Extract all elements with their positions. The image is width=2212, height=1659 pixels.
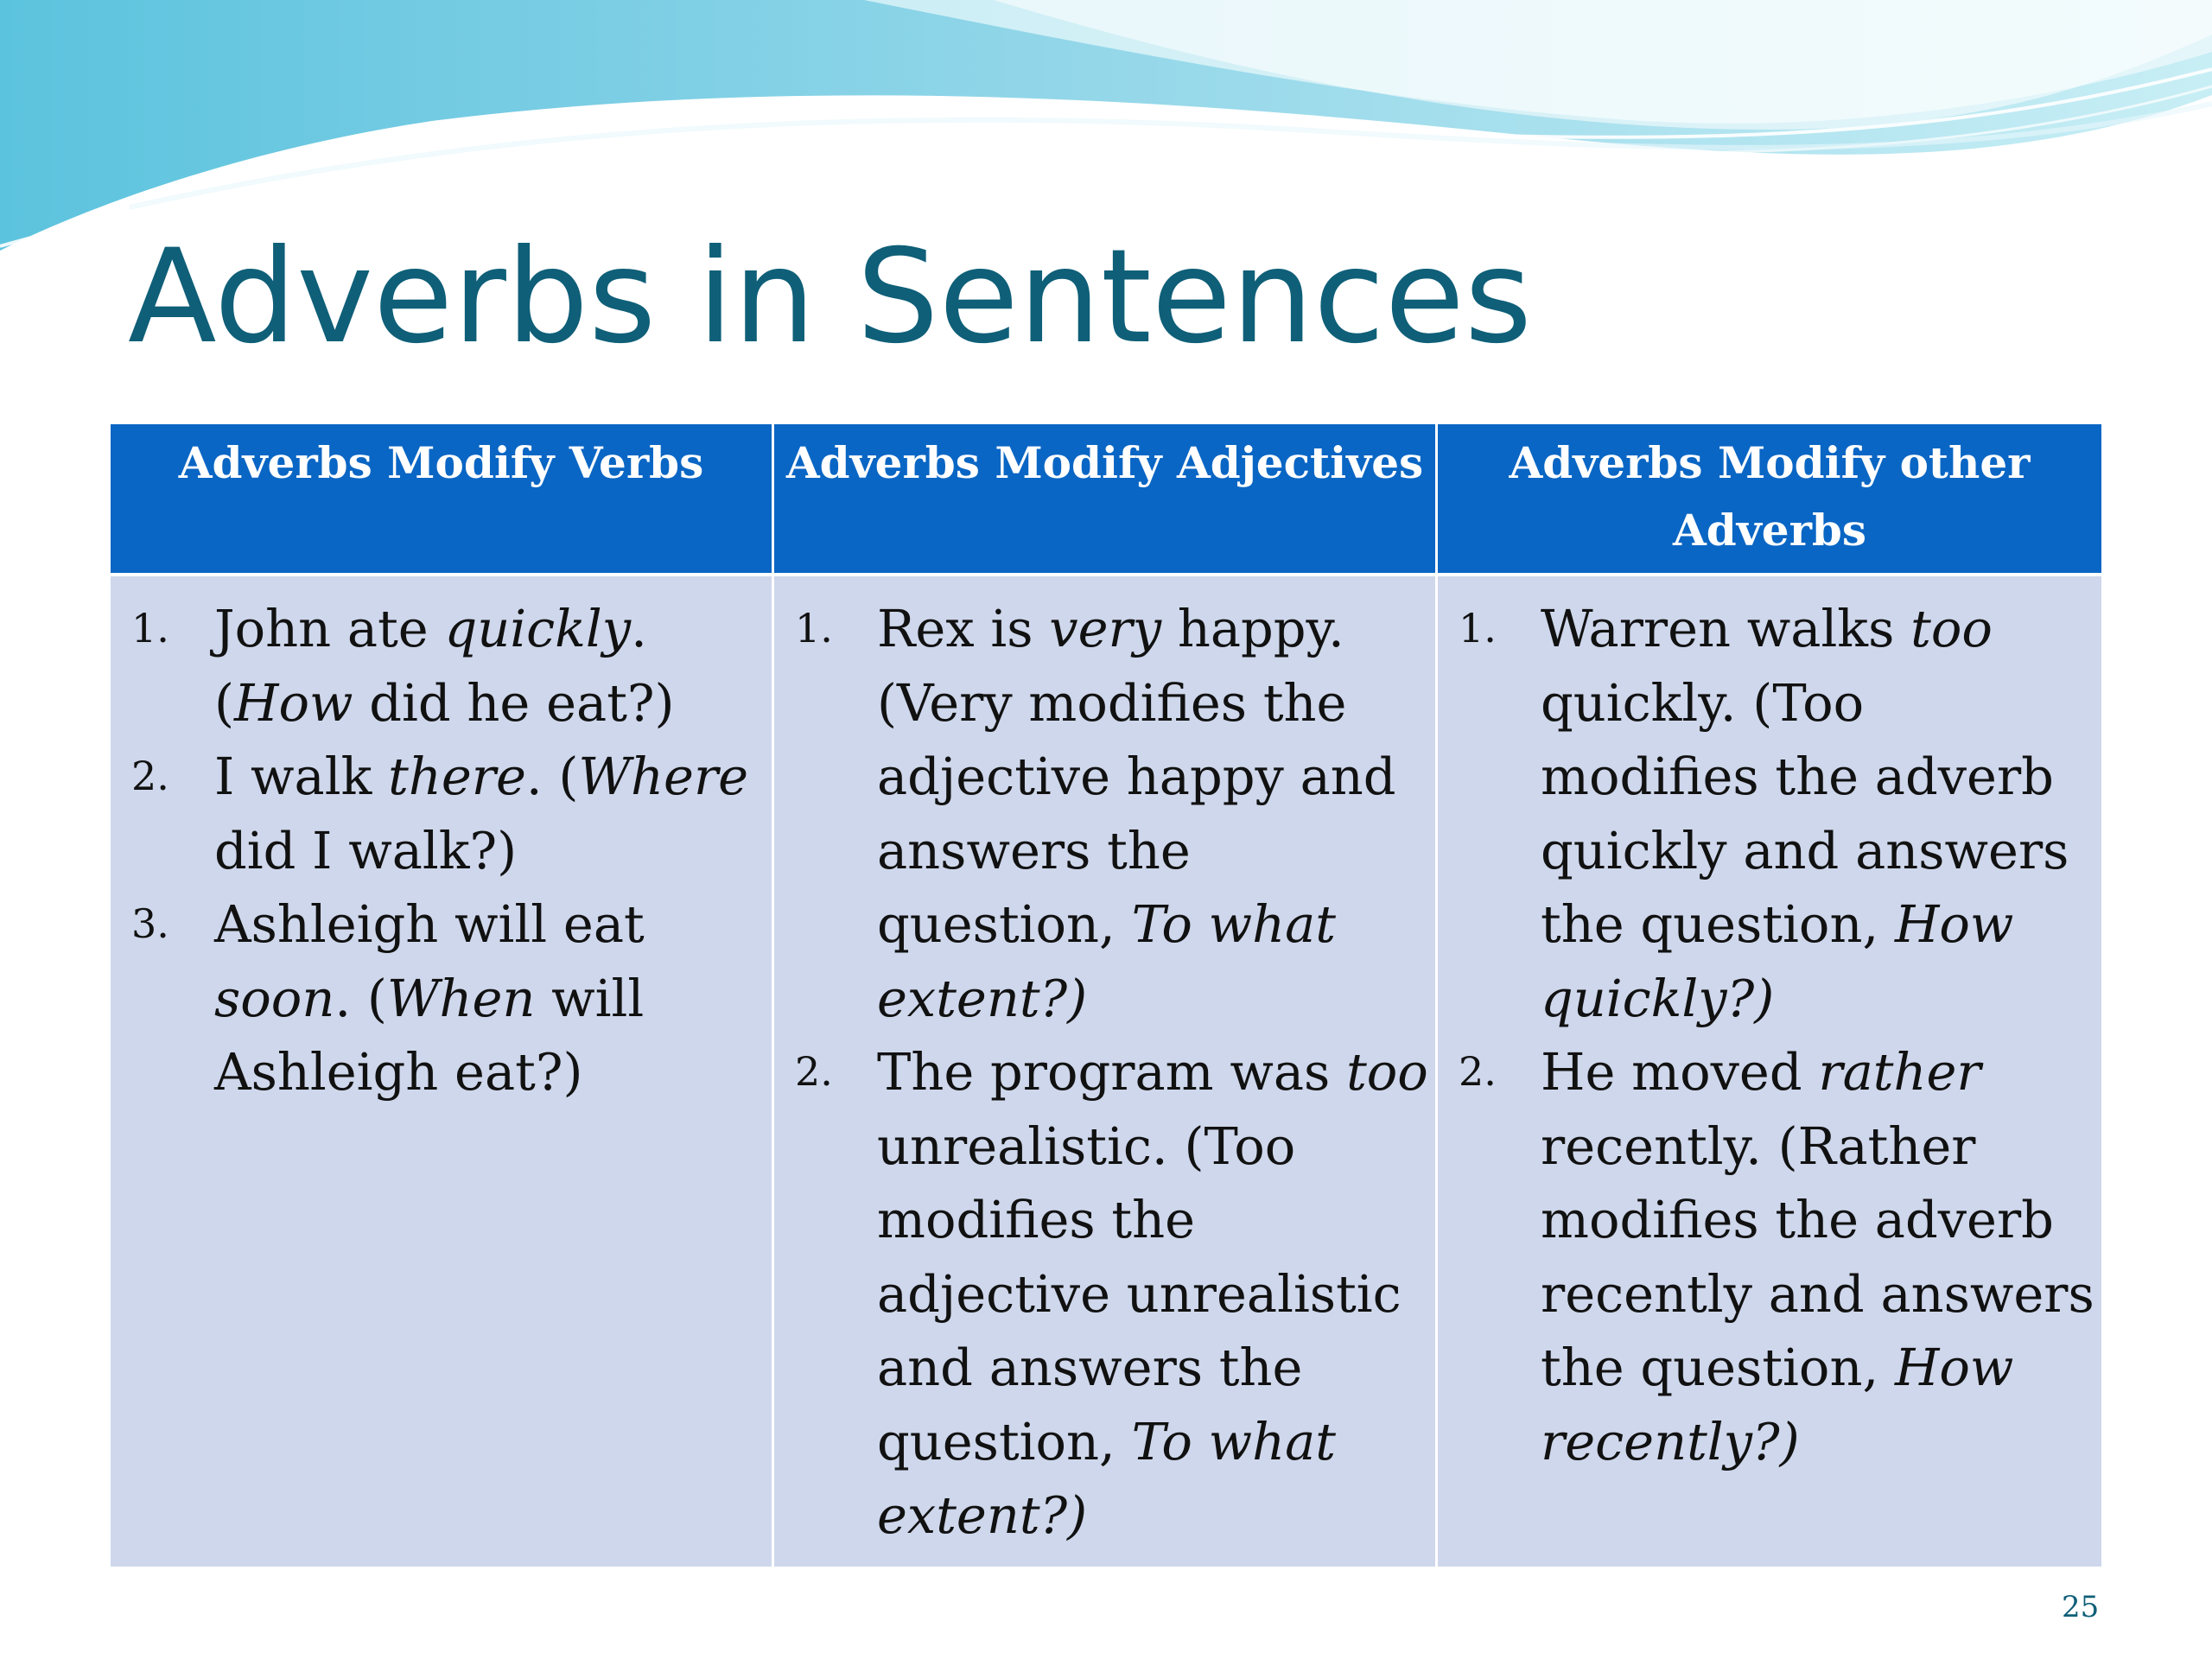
page-number: 25 [2062,1590,2100,1624]
example-item [1438,1035,2101,1478]
header-modify-adjectives: Adverbs Modify Adjectives [774,424,1435,573]
item-number: 3. [131,900,169,947]
adverbs-table [111,424,2100,1567]
example-text: Warren walks [1541,599,1911,658]
example-list [774,592,1435,1553]
italic-text: How recently?) [1541,1338,2014,1471]
item-number: 1. [131,605,169,652]
slide-title: Adverbs in Sentences [128,222,1533,372]
item-number: 2. [1459,1048,1497,1095]
italic-text: there [388,747,526,806]
example-text: . ( [525,747,579,806]
example-item [111,740,772,887]
example-text: . ( [334,968,387,1028]
header-modify-adverbs: Adverbs Modify other Adverbs [1438,424,2101,573]
italic-text: quickly [444,599,632,658]
example-item [774,592,1435,1035]
example-text: will Ashleigh eat?) [214,968,645,1102]
item-number: 2. [131,753,169,799]
italic-text: To what extent?) [877,894,1337,1028]
example-list [1438,592,2101,1478]
italic-text: soon [214,968,335,1028]
example-list [111,592,772,1109]
example-text: Ashleigh will eat [214,894,645,954]
italic-text: too [1910,599,1993,658]
verbs-examples-cell [111,576,772,1567]
example-item [774,1035,1435,1553]
italic-text: How quickly?) [1541,894,2014,1028]
example-text: quickly. (Too modifies the adverb quickly and answers the question, [1541,672,2069,954]
example-text: He moved [1541,1042,1819,1102]
header-modify-verbs: Adverbs Modify Verbs [111,424,772,573]
item-number: 1. [1459,605,1497,652]
example-item [111,887,772,1109]
example-text: The program was [877,1042,1347,1102]
example-text: John ate [214,599,445,658]
item-number: 2. [795,1048,833,1095]
example-text: Rex is [877,599,1050,658]
adverbs-examples-cell [1438,576,2101,1567]
example-item [111,592,772,740]
example-text: did I walk?) [214,820,518,880]
example-text: recently. (Rather modifies the adverb recently and answers the question, [1541,1116,2094,1397]
italic-text: How [234,672,353,733]
italic-text: very [1049,599,1162,658]
example-text: unrealistic. (Too modifies the adjective unrealistic and answers the question, [877,1116,1402,1471]
example-text: I walk [214,747,389,806]
example-item [1438,592,2101,1035]
italic-text: too [1346,1042,1428,1102]
italic-text: Where [578,747,749,806]
example-text: happy. (Very modifies the adjective happy and answers the question, [877,599,1396,954]
italic-text: To what extent?) [877,1411,1337,1545]
example-text: did he eat?) [353,672,675,733]
adjectives-examples-cell [774,576,1435,1567]
italic-text: rather [1818,1042,1981,1102]
italic-text: When [386,968,536,1028]
item-number: 1. [795,605,833,652]
example-text: . ( [214,599,647,733]
